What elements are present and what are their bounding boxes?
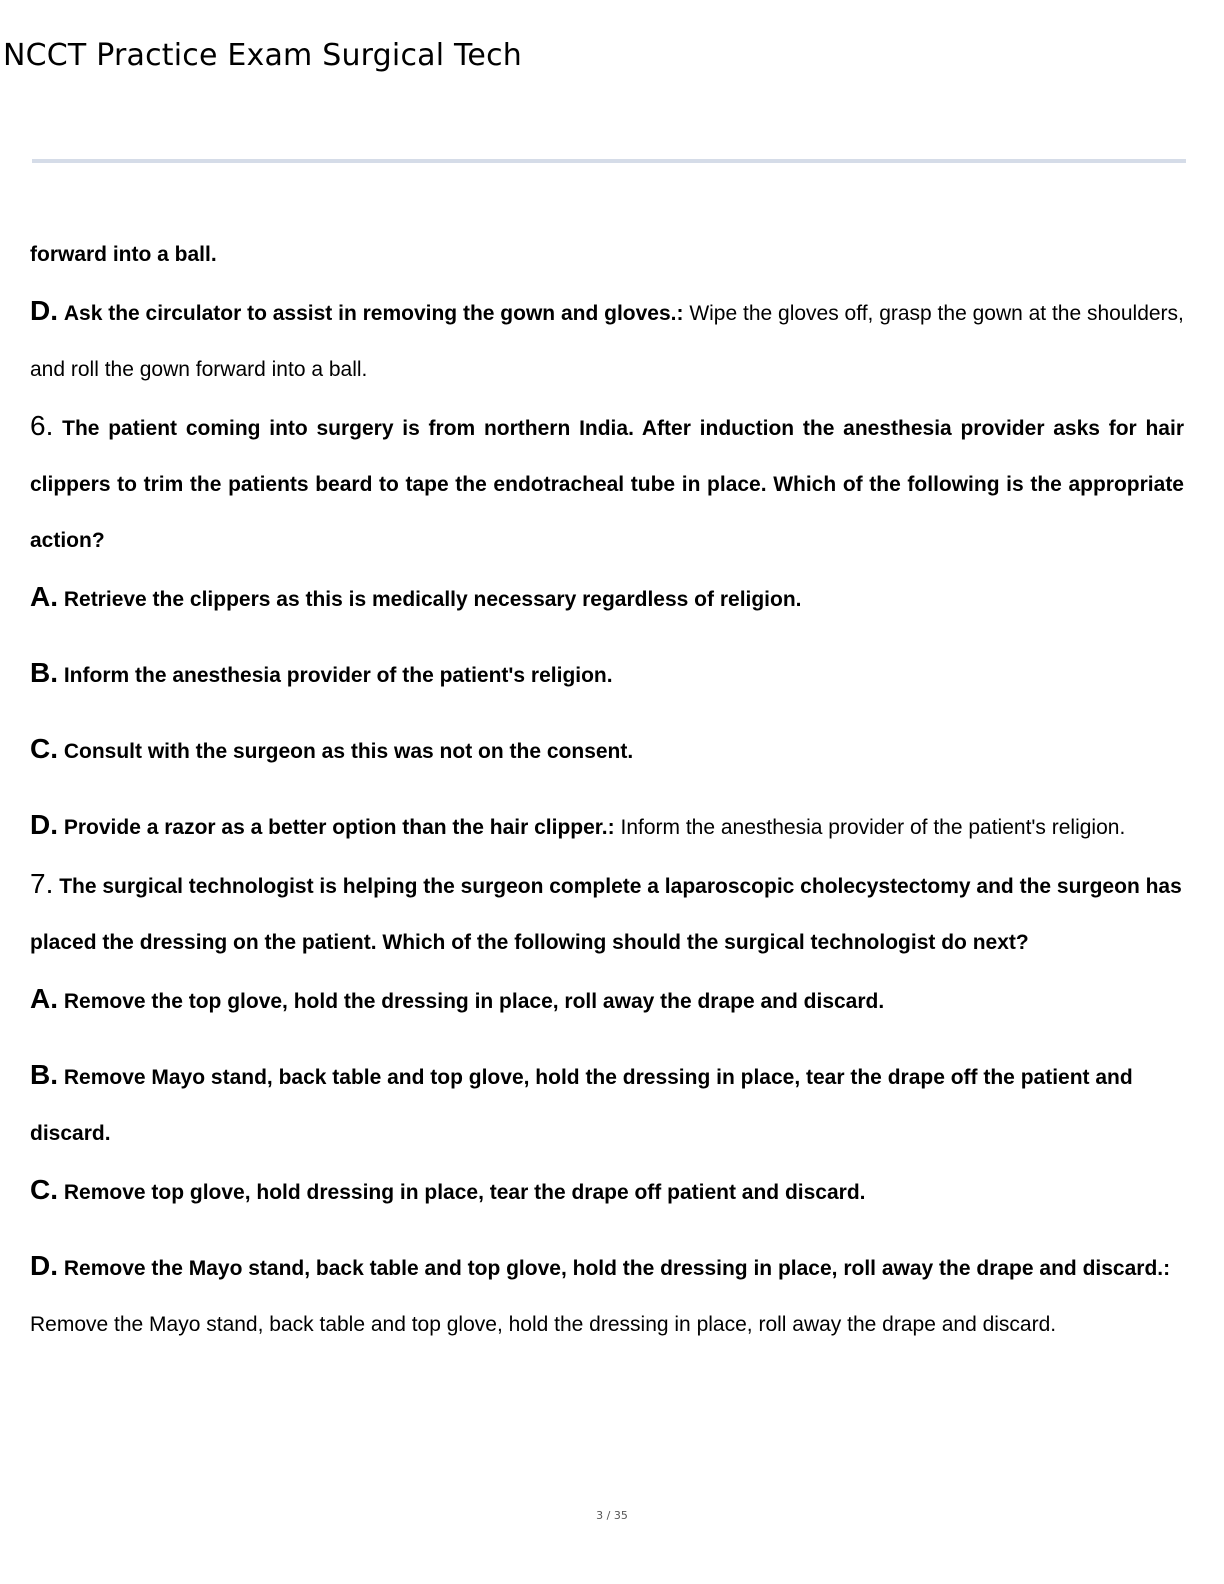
option-letter: B. [30, 657, 58, 688]
option-text: Retrieve the clippers as this is medically necessary regardless of religion. [63, 588, 802, 611]
option-letter: A. [30, 983, 58, 1014]
question-6 [30, 398, 1184, 569]
option-letter: A. [30, 581, 58, 612]
option-letter: C. [30, 733, 58, 764]
option-text: Remove the Mayo stand, back table and top glove, hold the dressing in place, roll away the drape and discard.: [63, 1257, 1171, 1280]
option-letter: D. [30, 1250, 58, 1281]
question-7-option-a [30, 971, 1184, 1030]
option-text: Consult with the surgeon as this was not on the consent. [63, 740, 634, 763]
option-text: Remove the top glove, hold the dressing in place, roll away the drape and discard. [63, 990, 885, 1013]
carryover-text: forward into a ball. [30, 243, 217, 266]
question-text: The patient coming into surgery is from northern India. After induction the anesthesia provider asks for hair clippers to trim the patients beard to tape the endotracheal tube in place. Which of the following is the appropriate action? [30, 417, 1184, 552]
option-text: Provide a razor as a better option than the hair clipper.: [63, 816, 615, 839]
question-6-option-c [30, 721, 1184, 780]
option-answer: Wipe the gloves off, grasp the gown at the shoulders, and roll the gown forward into a ball. [30, 302, 1184, 381]
option-letter: D. [30, 295, 58, 326]
option-text: Remove Mayo stand, back table and top glove, hold the dressing in place, tear the drape off the patient and discard. [30, 1066, 1133, 1145]
question-6-option-a [30, 569, 1184, 628]
option-letter: C. [30, 1174, 58, 1205]
option-text: Inform the anesthesia provider of the patient's religion. [63, 664, 613, 687]
option-answer: Inform the anesthesia provider of the patient's religion. [620, 816, 1126, 839]
carryover-option-d [30, 283, 1184, 398]
question-7-option-d [30, 1238, 1184, 1353]
option-answer: Remove the Mayo stand, back table and top glove, hold the dressing in place, roll away the drape and discard. [30, 1313, 1057, 1336]
question-7-option-b [30, 1047, 1184, 1162]
page-number: 3 / 35 [596, 1509, 628, 1522]
page-content [30, 227, 1184, 1353]
question-7 [30, 856, 1184, 971]
question-number: 6. [30, 410, 54, 441]
option-letter: B. [30, 1059, 58, 1090]
option-text: Remove top glove, hold dressing in place, tear the drape off patient and discard. [63, 1181, 866, 1204]
question-6-option-d [30, 797, 1184, 856]
title-divider [32, 159, 1186, 163]
document-title: NCCT Practice Exam Surgical Tech [3, 38, 522, 73]
question-7-option-c [30, 1162, 1184, 1221]
question-number: 7. [30, 868, 54, 899]
option-text: Ask the circulator to assist in removing the gown and gloves.: [63, 302, 684, 325]
question-6-option-b [30, 645, 1184, 704]
question-text: The surgical technologist is helping the surgeon complete a laparoscopic cholecystectomy and the surgeon has placed the dressing on the patient. Which of the following should the surgical technologist do next? [30, 875, 1182, 954]
option-letter: D. [30, 809, 58, 840]
